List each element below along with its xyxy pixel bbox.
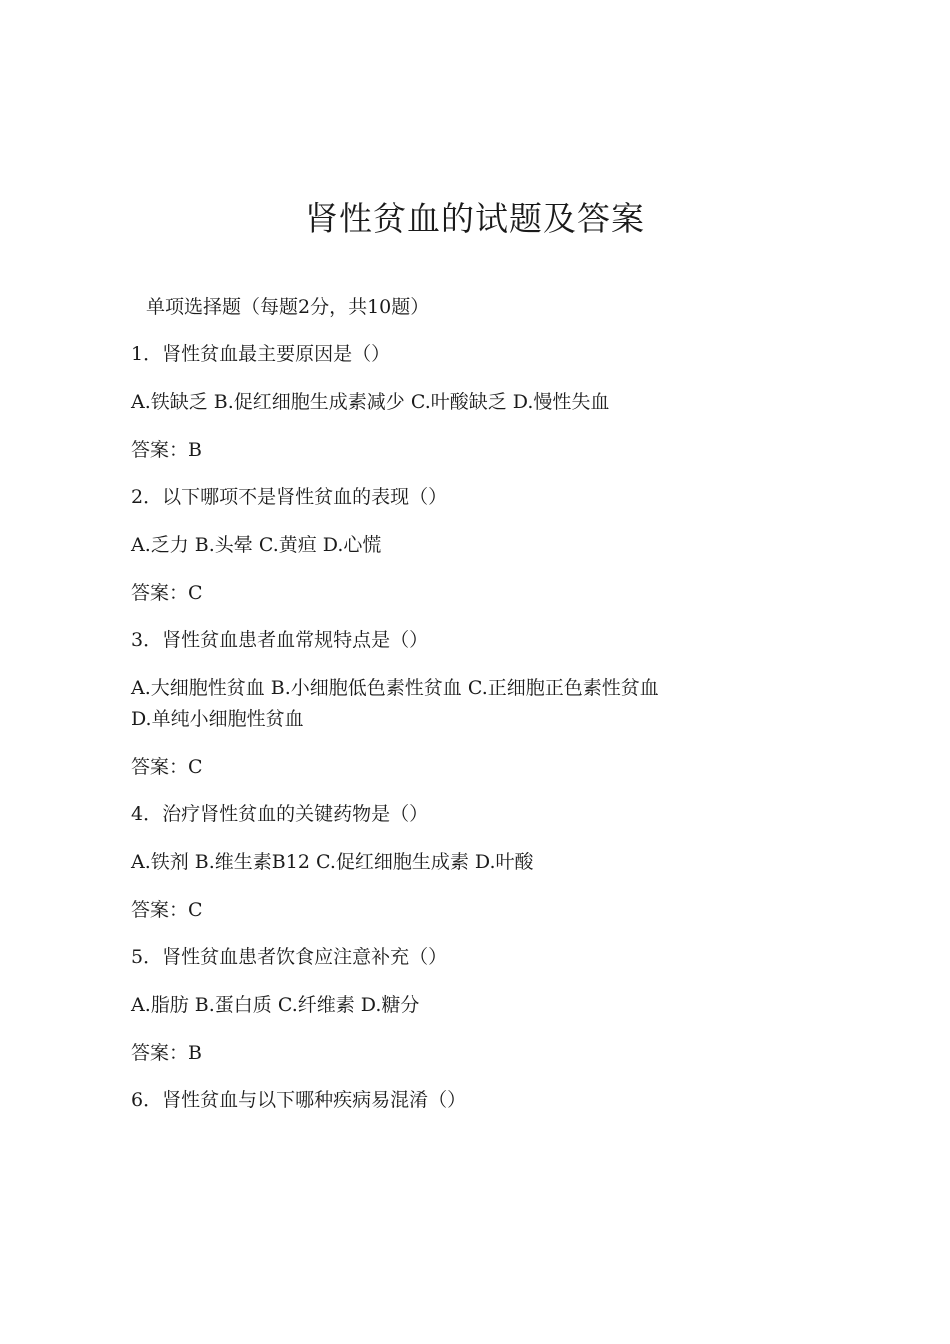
question-answer: 答案：B: [131, 1042, 202, 1064]
question-stem: 3．肾性贫血患者血常规特点是（）: [131, 629, 429, 651]
question-answer: 答案：C: [131, 582, 203, 604]
page-title: 肾性贫血的试题及答案: [305, 199, 645, 238]
question-stem: 2．以下哪项不是肾性贫血的表现（）: [131, 486, 448, 508]
question-options: A.脂肪 B.蛋白质 C.纤维素 D.糖分: [131, 994, 420, 1016]
question-options-continued: D.单纯小细胞性贫血: [131, 708, 304, 730]
question-options: A.大细胞性贫血 B.小细胞低色素性贫血 C.正细胞正色素性贫血: [131, 677, 659, 699]
question-stem: 4．治疗肾性贫血的关键药物是（）: [131, 803, 429, 825]
question-stem: 1．肾性贫血最主要原因是（）: [131, 343, 391, 365]
question-answer: 答案：C: [131, 899, 203, 921]
question-answer: 答案：C: [131, 756, 203, 778]
question-stem: 5．肾性贫血患者饮食应注意补充（）: [131, 946, 448, 968]
question-answer: 答案：B: [131, 439, 202, 461]
question-stem: 6．肾性贫血与以下哪种疾病易混淆（）: [131, 1089, 467, 1111]
question-options: A.乏力 B.头晕 C.黄疸 D.心慌: [131, 534, 382, 556]
question-options: A.铁剂 B.维生素B12 C.促红细胞生成素 D.叶酸: [131, 851, 534, 873]
section-heading: 单项选择题（每题2分，共10题）: [146, 296, 430, 318]
question-options: A.铁缺乏 B.促红细胞生成素减少 C.叶酸缺乏 D.慢性失血: [131, 391, 610, 413]
